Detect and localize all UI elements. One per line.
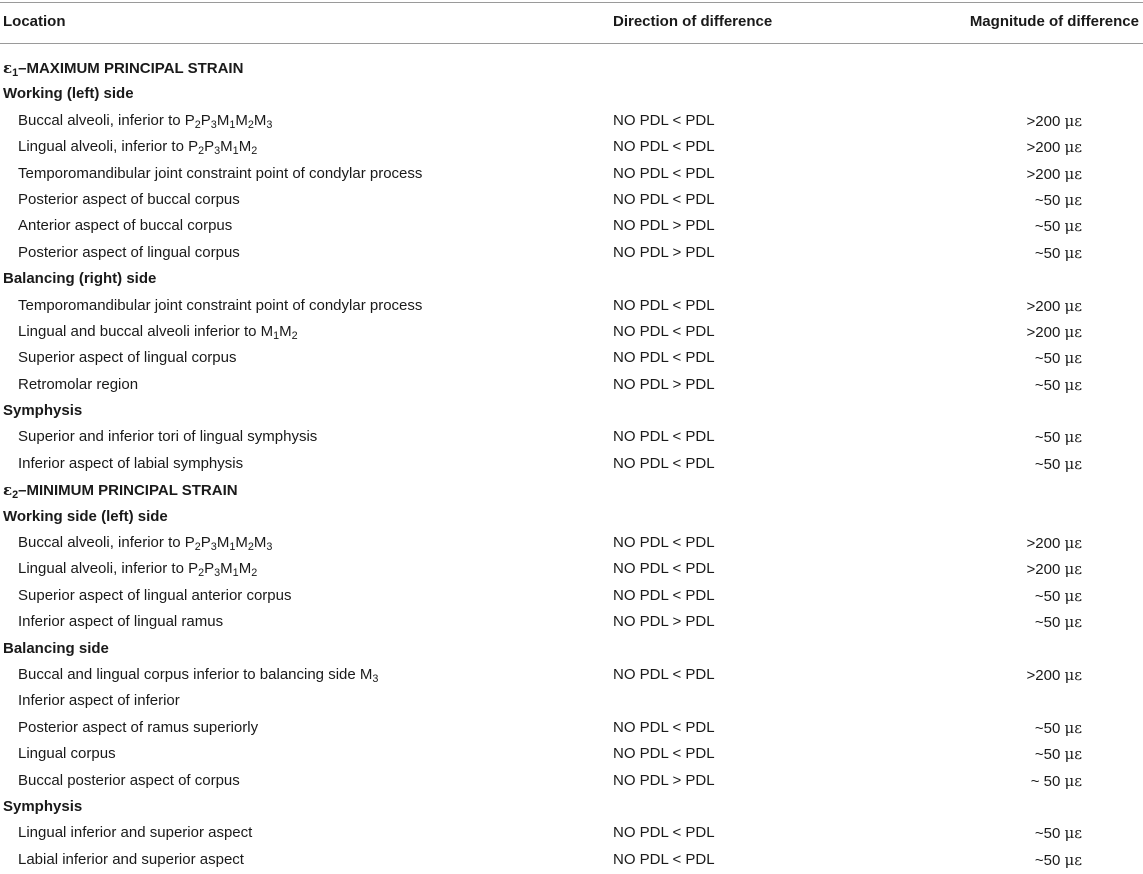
teeth-notation: $M_3$: [359, 665, 379, 685]
table-row: [0, 161, 1143, 187]
table-row: [0, 583, 1143, 609]
teeth-notation: $P_2P_3M_1M_2$: [188, 138, 258, 158]
strain-symbol: ε: [3, 481, 13, 500]
location-cell: [18, 662, 378, 688]
direction-cell: NO PDL < PDL: [613, 428, 715, 446]
table-row: [0, 108, 1143, 134]
location-cell: [18, 134, 257, 160]
magnitude-cell: ~50 με: [1034, 850, 1082, 869]
table-row: [0, 741, 1143, 767]
location-text: Superior aspect of lingual anterior corpus: [18, 586, 292, 604]
table-row: [0, 768, 1143, 794]
table-row: [0, 213, 1143, 239]
section-heading-row: [0, 477, 1143, 503]
magnitude-cell: >200 με: [1026, 665, 1082, 684]
magnitude-cell: ~50 με: [1034, 586, 1082, 605]
direction-cell: NO PDL < PDL: [613, 138, 715, 156]
table-header: [0, 3, 1143, 43]
location-text: Posterior aspect of lingual corpus: [18, 243, 240, 261]
location-cell: [18, 847, 244, 873]
direction-cell: NO PDL > PDL: [613, 613, 715, 631]
location-text: Lingual alveoli, inferior to: [18, 138, 189, 156]
location-cell: [18, 161, 422, 187]
table-row: [0, 134, 1143, 160]
magnitude-cell: ~50 με: [1034, 428, 1082, 447]
group-heading: Balancing (right) side: [3, 270, 157, 288]
location-text: Superior aspect of lingual corpus: [18, 349, 237, 367]
table-row: [0, 820, 1143, 846]
direction-cell: NO PDL > PDL: [613, 375, 715, 393]
magnitude-cell: ~50 με: [1034, 824, 1082, 843]
magnitude-cell: ~50 με: [1034, 454, 1082, 473]
strain-symbol: ε: [3, 59, 13, 77]
table-row: [0, 715, 1143, 741]
magnitude-cell: >200 με: [1026, 560, 1082, 579]
location-text: Inferior aspect of labial symphysis: [18, 454, 244, 472]
location-text: Temporomandibular joint constraint point of condylar process: [18, 164, 423, 182]
direction-cell: NO PDL < PDL: [613, 718, 715, 736]
section-heading-row: [0, 55, 1143, 81]
table-row: [0, 187, 1143, 213]
location-text: Inferior aspect of lingual ramus: [18, 613, 224, 631]
location-text: Inferior aspect of inferior: [18, 692, 180, 710]
teeth-notation: $M_1M_2$: [260, 322, 298, 342]
location-text: Buccal alveoli, inferior to: [18, 111, 185, 129]
magnitude-cell: ~50 με: [1034, 613, 1082, 632]
magnitude-cell: ~50 με: [1034, 745, 1082, 764]
location-cell: [18, 240, 240, 266]
teeth-notation: $P_2P_3M_1M_2M_3$: [184, 111, 273, 131]
magnitude-cell: ~50 με: [1034, 190, 1082, 209]
magnitude-cell: >200 με: [1026, 164, 1082, 183]
location-cell: [18, 424, 317, 450]
direction-cell: NO PDL < PDL: [613, 824, 715, 842]
strain-symbol-subscript: 1: [12, 67, 19, 80]
direction-cell: NO PDL < PDL: [613, 534, 715, 552]
table-row: [0, 424, 1143, 450]
direction-cell: NO PDL < PDL: [613, 454, 715, 472]
location-text: Lingual corpus: [18, 745, 116, 763]
location-text: Posterior aspect of ramus superiorly: [18, 718, 259, 736]
location-cell: [18, 741, 116, 767]
direction-cell: NO PDL < PDL: [613, 586, 715, 604]
direction-cell: NO PDL < PDL: [613, 111, 715, 129]
direction-cell: NO PDL > PDL: [613, 217, 715, 235]
table-row: [0, 293, 1143, 319]
location-cell: [18, 187, 240, 213]
table-row: [0, 451, 1143, 477]
strain-symbol-subscript: 2: [12, 489, 19, 502]
location-cell: [18, 688, 180, 714]
direction-cell: NO PDL < PDL: [613, 296, 715, 314]
location-cell: [18, 213, 232, 239]
location-text: Buccal posterior aspect of corpus: [18, 771, 240, 789]
location-text: Lingual and buccal alveoli inferior to: [18, 322, 261, 340]
magnitude-cell: ~50 με: [1034, 243, 1082, 262]
group-heading-row: [0, 266, 1143, 292]
table-row: [0, 609, 1143, 635]
table-row: [0, 372, 1143, 398]
group-heading-row: [0, 636, 1143, 662]
direction-cell: NO PDL < PDL: [613, 322, 715, 340]
direction-cell: NO PDL > PDL: [613, 243, 715, 261]
location-text: Labial inferior and superior aspect: [18, 850, 244, 868]
magnitude-cell: >200 με: [1026, 138, 1082, 157]
group-heading: Symphysis: [3, 797, 83, 815]
group-heading: Working side (left) side: [3, 507, 168, 525]
location-cell: [18, 530, 272, 556]
table-row: [0, 530, 1143, 556]
location-cell: [18, 372, 138, 398]
direction-cell: NO PDL < PDL: [613, 164, 715, 182]
section-label: –MAXIMUM PRINCIPAL STRAIN: [18, 60, 244, 77]
table-row: [0, 847, 1143, 873]
direction-cell: NO PDL < PDL: [613, 745, 715, 763]
location-cell: [18, 609, 223, 635]
direction-cell: NO PDL < PDL: [613, 665, 715, 683]
location-cell: [18, 345, 236, 371]
direction-cell: NO PDL < PDL: [613, 850, 715, 868]
location-text: Lingual inferior and superior aspect: [18, 824, 253, 842]
direction-cell: NO PDL < PDL: [613, 560, 715, 578]
location-text: Superior and inferior tori of lingual symphysis: [18, 428, 318, 446]
location-text: Retromolar region: [18, 375, 139, 393]
location-text: Buccal alveoli, inferior to: [18, 534, 185, 552]
location-cell: [18, 108, 272, 134]
location-text: Buccal and lingual corpus inferior to balancing side: [18, 665, 360, 683]
magnitude-cell: >200 με: [1026, 322, 1082, 341]
group-heading-row: [0, 794, 1143, 820]
group-heading: Working (left) side: [3, 85, 134, 103]
location-cell: [18, 820, 252, 846]
table-row: [0, 345, 1143, 371]
header-magnitude: Magnitude of difference: [969, 13, 1139, 30]
location-cell: [18, 715, 258, 741]
section-heading: [3, 477, 238, 504]
group-heading-row: [0, 504, 1143, 530]
header-direction: Direction of difference: [613, 13, 773, 30]
magnitude-cell: ~50 με: [1034, 217, 1082, 236]
section-heading: [3, 55, 243, 82]
teeth-notation: $P_2P_3M_1M_2$: [188, 560, 258, 580]
group-heading-row: [0, 398, 1143, 424]
location-cell: [18, 293, 422, 319]
direction-cell: NO PDL < PDL: [613, 349, 715, 367]
magnitude-cell: ~50 με: [1034, 718, 1082, 737]
magnitude-cell: >200 με: [1026, 534, 1082, 553]
location-text: Anterior aspect of buccal corpus: [18, 217, 233, 235]
magnitude-cell: ~50 με: [1034, 375, 1082, 394]
group-heading: Balancing side: [3, 639, 109, 657]
location-cell: [18, 556, 257, 582]
location-cell: [18, 583, 292, 609]
header-location: Location: [3, 13, 66, 30]
magnitude-cell: >200 με: [1026, 111, 1082, 130]
location-text: Lingual alveoli, inferior to: [18, 560, 189, 578]
direction-cell: NO PDL < PDL: [613, 190, 715, 208]
table-row: [0, 556, 1143, 582]
table-row: [0, 688, 1143, 714]
section-label: –MINIMUM PRINCIPAL STRAIN: [18, 482, 238, 500]
teeth-notation: $P_2P_3M_1M_2M_3$: [184, 534, 273, 554]
location-cell: [18, 768, 240, 794]
location-cell: [18, 319, 298, 345]
group-heading-row: [0, 81, 1143, 107]
location-text: Posterior aspect of buccal corpus: [18, 190, 240, 208]
header-rule: [0, 43, 1143, 44]
table-row: [0, 662, 1143, 688]
table-row: [0, 319, 1143, 345]
location-text: Temporomandibular joint constraint point of condylar process: [18, 296, 423, 314]
magnitude-cell: >200 με: [1026, 296, 1082, 315]
table-row: [0, 240, 1143, 266]
direction-cell: NO PDL > PDL: [613, 771, 715, 789]
table-body: [0, 55, 1143, 873]
magnitude-cell: ~50 με: [1034, 349, 1082, 368]
group-heading: Symphysis: [3, 402, 83, 420]
magnitude-cell: ~ 50 με: [1030, 771, 1082, 790]
location-cell: [18, 451, 243, 477]
